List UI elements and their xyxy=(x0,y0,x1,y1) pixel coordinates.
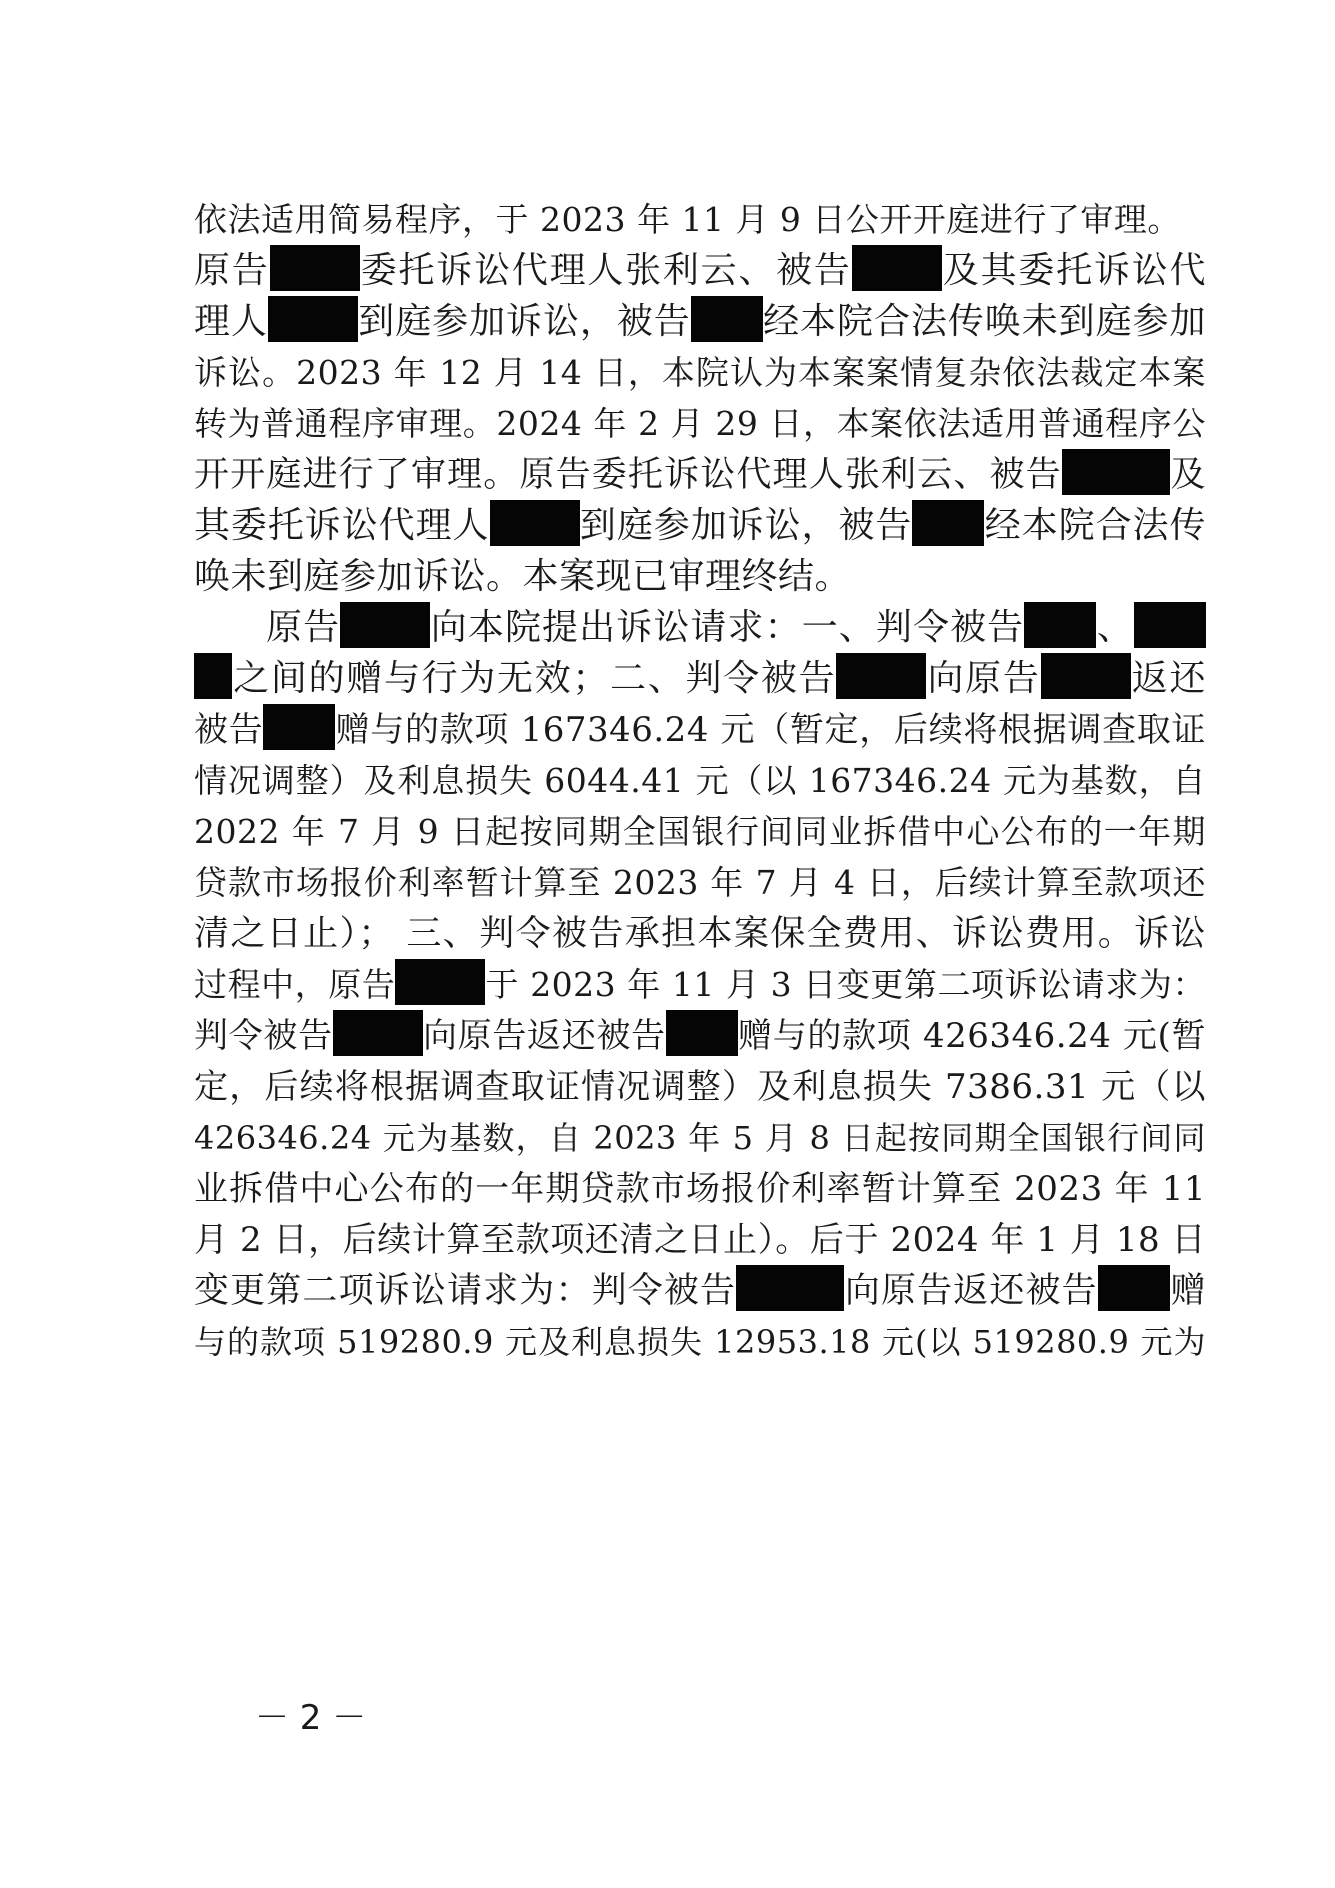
redaction-block xyxy=(263,704,335,750)
text-line: 被告 赠与的款项 167346.24 元（暂定，后续将根据调查取证 xyxy=(194,700,1206,760)
text-line: 月 2 日，后续计算至款项还清之日止）。后于 2024 年 1 月 18 日 xyxy=(194,1220,1206,1260)
text-line: 贷款市场报价利率暂计算至 2023 年 7 月 4 日，后续计算至款项还 xyxy=(194,863,1206,902)
redaction-block xyxy=(1098,1265,1170,1311)
page-number: － 2 － xyxy=(255,1698,367,1738)
text-line: 判令被告 向原告返还被告 赠与的款项 426346.24 元(暂 xyxy=(194,1006,1206,1066)
text-line: 原告 向本院提出诉讼请求：一、判令被告 、 xyxy=(266,598,1206,658)
text-line: 其委托诉讼代理人 到庭参加诉讼，被告 经本院合法传 xyxy=(194,496,1206,556)
redaction-block xyxy=(736,1265,844,1311)
redaction-block xyxy=(1041,653,1131,699)
text-line: 转为普通程序审理。2024 年 2 月 29 日，本案依法适用普通程序公 xyxy=(194,404,1206,443)
redaction-block xyxy=(340,602,430,648)
text-line: 业拆借中心公布的一年期贷款市场报价利率暂计算至 2023 年 11 xyxy=(194,1169,1206,1209)
redaction-block xyxy=(270,245,360,291)
text-line: 过程中，原告 于 2023 年 11 月 3 日变更第二项诉讼请求为： xyxy=(194,955,1206,1015)
redaction-block xyxy=(333,1010,423,1056)
text-line: 清之日止）； 三、判令被告承担本案保全费用、诉讼费用。诉讼 xyxy=(194,914,1206,954)
redaction-block xyxy=(912,500,984,546)
text-line: 426346.24 元为基数，自 2023 年 5 月 8 日起按同期全国银行间同 xyxy=(194,1119,1206,1157)
text-line: 与的款项 519280.9 元及利息损失 12953.18 元(以 519280.9 元为 xyxy=(194,1323,1206,1361)
redaction-block xyxy=(490,500,580,546)
text-line: 依法适用简易程序，于 2023 年 11 月 9 日公开开庭进行了审理。 xyxy=(194,200,1181,239)
text-line: 情况调整）及利息损失 6044.41 元（以 167346.24 元为基数，自 xyxy=(194,761,1206,800)
text-line: 定，后续将根据调查取证情况调整）及利息损失 7386.31 元（以 xyxy=(194,1067,1206,1107)
text-line: 理人 到庭参加诉讼，被告 经本院合法传唤未到庭参加 xyxy=(194,292,1206,352)
text-line: 变更第二项诉讼请求为：判令被告 向原告返还被告 赠 xyxy=(194,1261,1206,1321)
redaction-block xyxy=(666,1010,738,1056)
text-line: 原告 委托诉讼代理人张利云、被告 及其委托诉讼代 xyxy=(194,241,1206,301)
text-line: 2022 年 7 月 9 日起按同期全国银行间同业拆借中心公布的一年期 xyxy=(194,812,1206,851)
text-line: 开开庭进行了审理。原告委托诉讼代理人张利云、被告 及 xyxy=(194,445,1206,505)
redaction-block xyxy=(1062,449,1170,495)
text-line: 唤未到庭参加诉讼。本案现已审理终结。 xyxy=(194,556,852,597)
redaction-block xyxy=(852,245,942,291)
redaction-block xyxy=(836,653,926,699)
redaction-block xyxy=(1024,602,1096,648)
redaction-block xyxy=(194,653,232,699)
text-line: 诉讼。2023 年 12 月 14 日，本院认为本案案情复杂依法裁定本案 xyxy=(194,353,1206,392)
redaction-block xyxy=(691,296,763,342)
text-line: 之间的赠与行为无效；二、判令被告 向原告 返还 xyxy=(194,649,1206,709)
redaction-block xyxy=(395,959,485,1005)
redaction-block xyxy=(268,296,358,342)
redaction-block xyxy=(1134,602,1206,648)
